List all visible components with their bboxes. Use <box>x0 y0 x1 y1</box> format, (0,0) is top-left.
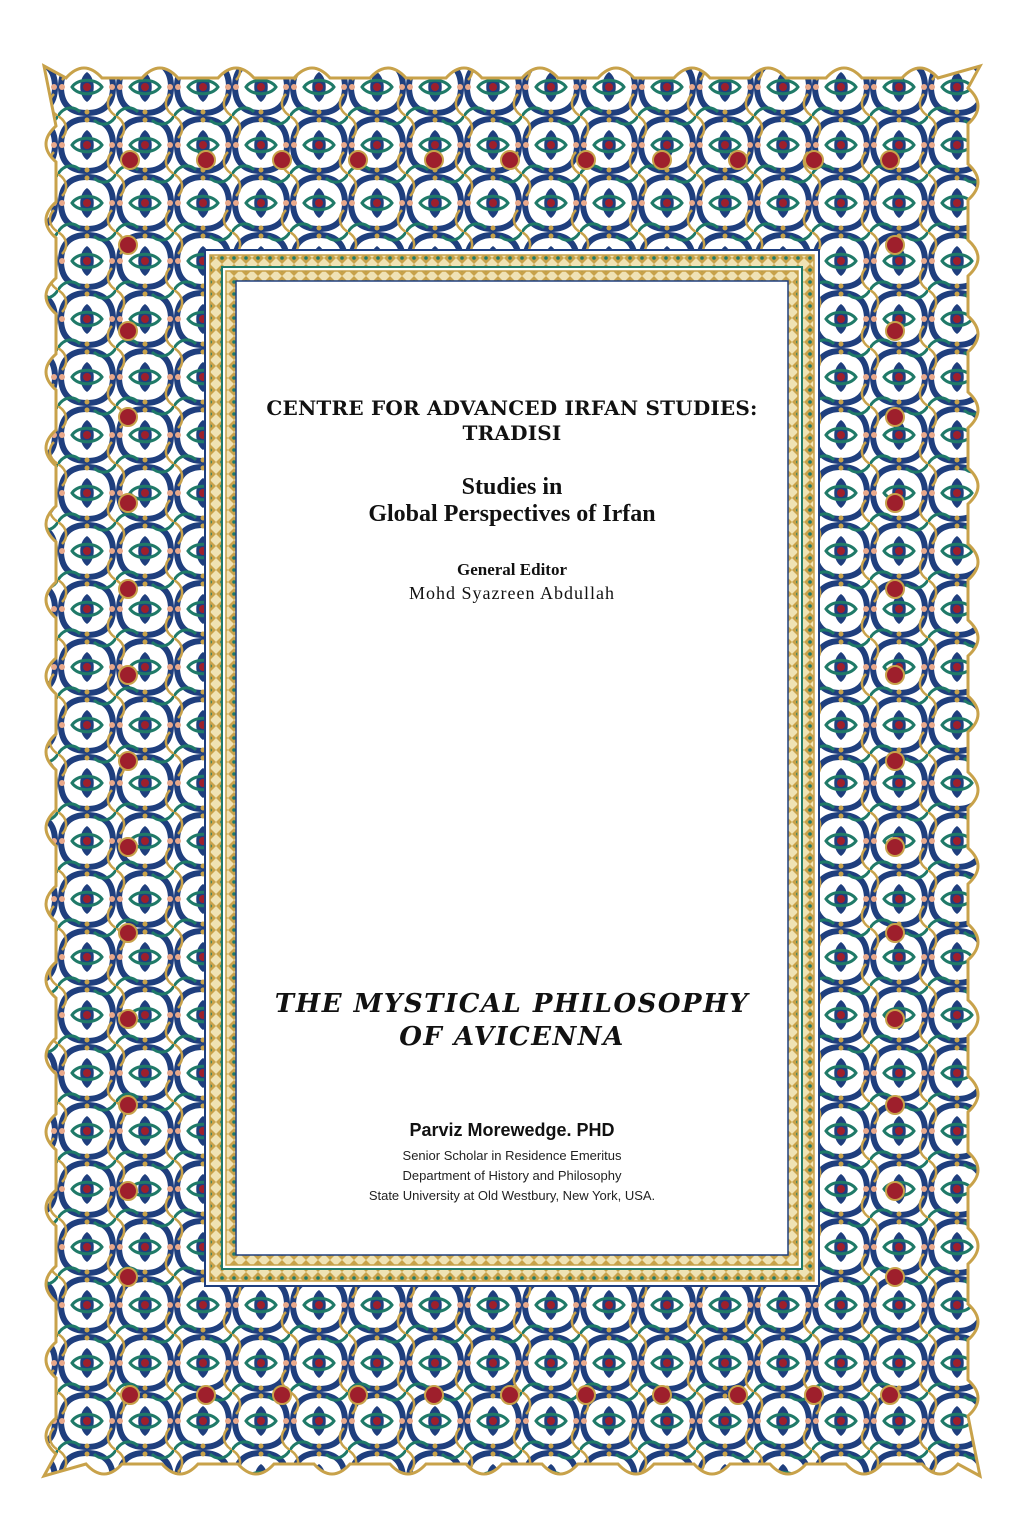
editor-name: Mohd Syazreen Abdullah <box>409 583 615 603</box>
medallion-icon <box>886 580 904 598</box>
title-panel <box>238 284 786 1242</box>
medallion-icon <box>577 151 595 169</box>
medallion-icon <box>881 151 899 169</box>
medallion-icon <box>121 151 139 169</box>
medallion-icon <box>197 151 215 169</box>
medallion-icon <box>119 408 137 426</box>
medallion-icon <box>805 151 823 169</box>
book-title <box>238 988 786 1054</box>
medallion-icon <box>886 924 904 942</box>
series-title-line-1: CENTRE FOR ADVANCED IRFAN STUDIES: <box>266 396 758 420</box>
medallion-icon <box>805 1386 823 1404</box>
medallion-icon <box>119 838 137 856</box>
medallion-icon <box>273 151 291 169</box>
medallion-icon <box>119 1096 137 1114</box>
medallion-icon <box>886 1268 904 1286</box>
series-title <box>238 396 786 446</box>
medallion-icon <box>886 1096 904 1114</box>
author-position: Senior Scholar in Residence Emeritus <box>402 1148 622 1163</box>
medallion-icon <box>349 151 367 169</box>
medallion-icon <box>501 151 519 169</box>
medallion-icon <box>886 1182 904 1200</box>
medallion-icon <box>119 1268 137 1286</box>
author-department: Department of History and Philosophy <box>402 1168 622 1183</box>
book-title-line-2: OF AVICENNA <box>399 1022 625 1052</box>
medallion-icon <box>729 151 747 169</box>
medallion-icon <box>886 322 904 340</box>
medallion-icon <box>273 1386 291 1404</box>
medallion-icon <box>886 236 904 254</box>
medallion-icon <box>501 1386 519 1404</box>
author-institution: State University at Old Westbury, New York, USA. <box>368 1188 656 1203</box>
medallion-icon <box>119 924 137 942</box>
medallion-icon <box>425 151 443 169</box>
medallion-icon <box>349 1386 367 1404</box>
book-title-line-1: THE MYSTICAL PHILOSOPHY <box>274 989 750 1019</box>
collection-title <box>238 474 786 528</box>
medallion-icon <box>886 408 904 426</box>
medallion-icon <box>119 494 137 512</box>
medallion-icon <box>119 752 137 770</box>
medallion-icon <box>886 494 904 512</box>
collection-title-line-2: Global Perspectives of Irfan <box>368 501 656 527</box>
medallion-icon <box>119 236 137 254</box>
medallion-icon <box>197 1386 215 1404</box>
medallion-icon <box>119 1010 137 1028</box>
medallion-icon <box>886 752 904 770</box>
medallion-icon <box>886 1010 904 1028</box>
medallion-icon <box>119 1182 137 1200</box>
medallion-icon <box>119 322 137 340</box>
medallion-icon <box>886 666 904 684</box>
series-title-line-2: TRADISI <box>462 421 562 445</box>
medallion-icon <box>425 1386 443 1404</box>
medallion-icon <box>729 1386 747 1404</box>
medallion-icon <box>119 666 137 684</box>
medallion-icon <box>653 1386 671 1404</box>
medallion-icon <box>577 1386 595 1404</box>
medallion-icon <box>653 151 671 169</box>
editor-role: General Editor <box>456 560 567 579</box>
medallion-icon <box>121 1386 139 1404</box>
medallion-icon <box>886 838 904 856</box>
medallion-icon <box>881 1386 899 1404</box>
author-name: Parviz Morewedge. PHD <box>409 1120 615 1140</box>
medallion-icon <box>119 580 137 598</box>
collection-title-line-1: Studies in <box>461 474 563 500</box>
